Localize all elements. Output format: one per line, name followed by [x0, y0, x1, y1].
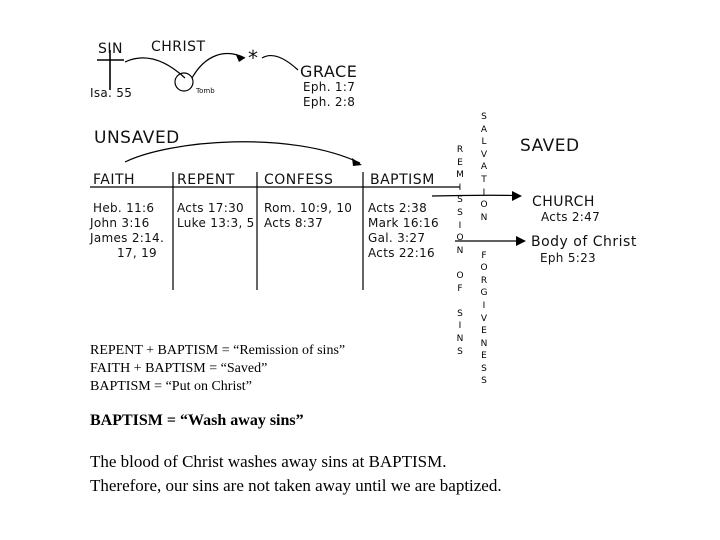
step-faith-title: FAITH — [93, 172, 136, 188]
repent-ref-2: Luke 13:3, 5 — [177, 216, 255, 230]
conclusion-line-1: The blood of Christ washes away sins at BAPTISM. — [90, 452, 447, 471]
unsaved-arrowhead — [352, 158, 362, 166]
salvation-letter: S — [481, 376, 487, 387]
sin-label: SIN — [98, 41, 123, 57]
remission-letter: O — [456, 233, 464, 244]
salvation-letter — [477, 224, 491, 237]
church-ref: Acts 2:47 — [541, 210, 601, 224]
grace-label: GRACE — [300, 62, 358, 81]
salvation-letter: S — [481, 363, 487, 374]
tomb-label: Tomb — [196, 87, 215, 95]
saved-arrowhead — [512, 191, 522, 201]
faith-ref-3: James 2:14. — [90, 231, 165, 245]
salvation-letter: G — [480, 288, 488, 299]
remission-letter: N — [456, 245, 464, 256]
body-ref: Eph 5:23 — [540, 251, 596, 265]
grace-ref-2: Eph. 2:8 — [303, 95, 356, 109]
remission-letter: E — [457, 157, 463, 168]
salvation-letter: I — [482, 187, 486, 198]
equation-saved: FAITH + BAPTISM = “Saved” — [90, 361, 268, 376]
salvation-letter: O — [480, 263, 488, 274]
salvation-letter: S — [481, 112, 487, 122]
christ-sin-arc — [125, 58, 185, 78]
salvation-letter: E — [481, 351, 487, 362]
remission-letter: O — [456, 270, 464, 281]
remission-letter: S — [457, 308, 463, 319]
remission-letter: S — [457, 346, 463, 357]
remission-letter: I — [458, 321, 462, 332]
salvation-letter: F — [481, 250, 487, 261]
conclusion-line-2: Therefore, our sins are not taken away until we are baptized. — [90, 476, 502, 495]
isaiah-ref: Isa. 55 — [90, 86, 133, 100]
salvation-letter: A — [480, 162, 488, 173]
salvation-letter — [477, 237, 491, 250]
asterisk-mark: * — [248, 46, 258, 70]
faith-ref-1: Heb. 11:6 — [93, 201, 155, 215]
confess-ref-1: Rom. 10:9, 10 — [264, 201, 353, 215]
church-label: CHURCH — [532, 194, 595, 210]
salvation-letter: L — [481, 137, 487, 148]
step-repent-title: REPENT — [177, 172, 235, 188]
step-confess-title: CONFESS — [264, 172, 334, 188]
salvation-letter: V — [480, 313, 488, 324]
salvation-letter: E — [481, 326, 487, 337]
remission-letter: I — [458, 182, 462, 193]
grace-arc — [262, 56, 298, 70]
tomb-circle — [175, 73, 193, 91]
grace-ref-1: Eph. 1:7 — [303, 80, 356, 94]
baptism-ref-4: Acts 22:16 — [368, 246, 435, 260]
repent-ref-1: Acts 17:30 — [177, 201, 244, 215]
salvation-letter: T — [481, 174, 487, 185]
baptism-ref-2: Mark 16:16 — [368, 216, 439, 230]
remission-letter — [453, 257, 467, 270]
remission-letter: N — [456, 333, 464, 344]
remission-letter: I — [458, 220, 462, 231]
faith-ref-4: 17, 19 — [117, 246, 157, 260]
remission-letter: S — [457, 207, 463, 218]
baptism-saved-arrow — [432, 195, 518, 196]
step-baptism-title: BAPTISM — [370, 172, 435, 188]
unsaved-heading: UNSAVED — [94, 128, 180, 148]
baptism-ref-3: Gal. 3:27 — [368, 231, 426, 245]
salvation-forgiveness-column — [477, 111, 491, 388]
conclusion-block — [90, 450, 502, 498]
faith-ref-2: John 3:16 — [90, 216, 150, 230]
salvation-letter: R — [480, 275, 488, 286]
salvation-letter: I — [482, 300, 486, 311]
baptism-ref-1: Acts 2:38 — [368, 201, 428, 215]
remission-letter: S — [457, 195, 463, 206]
equation-remission: REPENT + BAPTISM = “Remission of sins” — [90, 343, 346, 358]
salvation-letter: N — [480, 212, 488, 223]
christ-label: CHRIST — [151, 39, 206, 55]
body-of-christ-label: Body of Christ — [531, 234, 637, 250]
remission-letter — [453, 295, 467, 308]
salvation-letter: O — [480, 200, 488, 211]
salvation-letter: V — [480, 149, 488, 160]
equations-block — [90, 342, 345, 396]
equation-put-on-christ: BAPTISM = “Put on Christ” — [90, 379, 252, 394]
remission-letter: R — [456, 145, 464, 155]
remission-letter: F — [457, 283, 463, 294]
body-arrowhead — [516, 236, 526, 246]
confess-ref-2: Acts 8:37 — [264, 216, 324, 230]
salvation-letter: N — [480, 338, 488, 349]
remission-letter: M — [456, 170, 464, 181]
saved-heading: SAVED — [520, 136, 580, 156]
wash-away-sins-heading: BAPTISM = “Wash away sins” — [90, 412, 304, 429]
remission-of-sins-column — [453, 144, 467, 358]
salvation-letter: A — [480, 124, 488, 135]
